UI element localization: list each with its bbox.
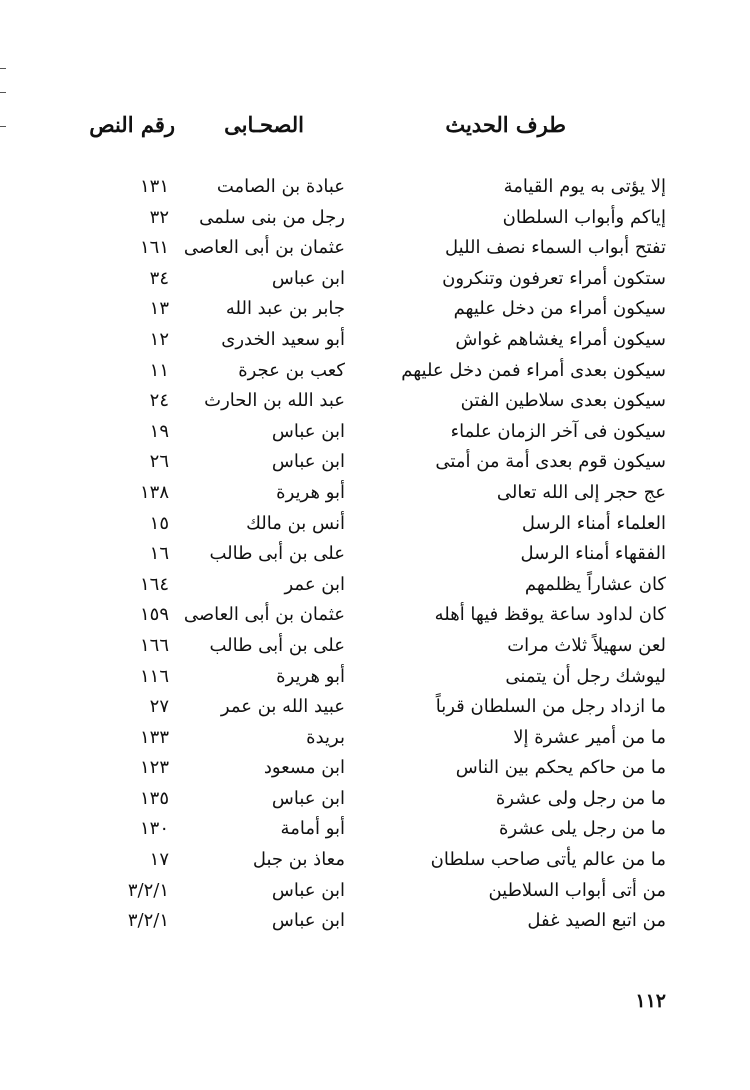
- text-number: ١٦: [149, 543, 169, 565]
- text-number: ٣٢: [149, 206, 169, 228]
- header-hadith: طرف الحديث: [445, 112, 566, 137]
- table-row: [0, 600, 750, 631]
- text-number: ٣/٢/١: [127, 910, 169, 932]
- text-number: ١٣١: [139, 176, 169, 197]
- hadith-text: عج حجر إلى الله تعالى: [496, 481, 666, 503]
- companion-name: على بن أبى طالب: [209, 543, 345, 565]
- text-number: ١٣٠: [139, 818, 169, 840]
- companion-name: كعب بن عجرة: [238, 359, 345, 381]
- text-number: ١١: [149, 359, 169, 381]
- table-row: [0, 203, 750, 234]
- table-row: [0, 417, 750, 448]
- companion-name: ابن عباس: [271, 787, 345, 809]
- companion-name: ابن عباس: [271, 879, 345, 901]
- table-row: [0, 294, 750, 325]
- companion-name: عبادة بن الصامت: [216, 176, 345, 197]
- hadith-text: كان عشاراً يظلمهم: [524, 573, 666, 595]
- companion-name: معاذ بن جبل: [252, 849, 345, 871]
- text-number: ٢٤: [149, 390, 169, 412]
- hadith-text: لعن سهيلاً ثلاث مرات: [507, 634, 666, 656]
- scan-edge-mark: [0, 92, 6, 93]
- text-number: ١٧: [149, 849, 169, 871]
- text-number: ١١٦: [139, 665, 169, 687]
- hadith-text: سيكون بعدى أمراء فمن دخل عليهم: [401, 359, 666, 381]
- companion-name: عثمان بن أبى العاصى: [183, 604, 345, 626]
- text-number: ١٢٣: [139, 757, 169, 779]
- text-number: ١٣٣: [139, 726, 169, 748]
- text-number: ١٣٥: [139, 787, 169, 809]
- hadith-text: ما ازداد رجل من السلطان قرباً: [435, 696, 666, 718]
- table-row: [0, 447, 750, 478]
- table-row: [0, 172, 750, 203]
- scan-edge-mark: [0, 68, 6, 69]
- hadith-text: العلماء أمناء الرسل: [521, 512, 666, 534]
- table-row: [0, 876, 750, 907]
- table-row: [0, 386, 750, 417]
- hadith-text: إياكم وأبواب السلطان: [502, 206, 666, 228]
- companion-name: أبو هريرة: [276, 665, 345, 687]
- companion-name: عبد الله بن الحارث: [204, 390, 345, 412]
- table-row: [0, 692, 750, 723]
- hadith-text: سيكون فى آخر الزمان علماء: [450, 420, 666, 442]
- hadith-text: من أتى أبواب السلاطين: [488, 879, 666, 901]
- companion-name: جابر بن عبد الله: [225, 298, 345, 320]
- hadith-text: ما من رجل يلى عشرة: [499, 818, 666, 840]
- hadith-text: كان لداود ساعة يوقظ فيها أهله: [434, 604, 666, 626]
- companion-name: عثمان بن أبى العاصى: [183, 237, 345, 259]
- companion-name: ابن عباس: [271, 451, 345, 473]
- companion-name: على بن أبى طالب: [209, 634, 345, 656]
- table-row: [0, 784, 750, 815]
- companion-name: أبو سعيد الخدرى: [221, 328, 345, 350]
- companion-name: بريدة: [306, 726, 345, 748]
- text-number: ١٥: [149, 512, 169, 534]
- table-row: [0, 233, 750, 264]
- hadith-text: ما من عالم يأتى صاحب سلطان: [430, 849, 666, 871]
- hadith-text: من اتبع الصيد غفل: [527, 910, 666, 932]
- companion-name: أنس بن مالك: [246, 512, 345, 534]
- companion-name: ابن عباس: [271, 910, 345, 932]
- companion-name: رجل من بنى سلمى: [199, 206, 345, 228]
- text-number: ٢٦: [149, 451, 169, 473]
- text-number: ١٦١: [139, 237, 169, 259]
- index-table: [0, 172, 750, 937]
- hadith-text: ستكون أمراء تعرفون وتنكرون: [442, 267, 666, 289]
- table-row: [0, 539, 750, 570]
- table-row: [0, 631, 750, 662]
- table-row: [0, 723, 750, 754]
- text-number: ٢٧: [149, 696, 169, 718]
- hadith-text: سيكون قوم بعدى أمة من أمتى: [435, 451, 666, 473]
- companion-name: ابن مسعود: [263, 757, 345, 779]
- hadith-text: إلا يؤتى به يوم القيامة: [503, 176, 666, 197]
- hadith-text: الفقهاء أمناء الرسل: [520, 543, 666, 565]
- companion-name: أبو أمامة: [280, 818, 345, 840]
- text-number: ١٣٨: [139, 481, 169, 503]
- text-number: ٣٤: [149, 267, 169, 289]
- hadith-text: ما من رجل ولى عشرة: [495, 787, 666, 809]
- table-row: [0, 753, 750, 784]
- table-row: [0, 478, 750, 509]
- hadith-text: سيكون أمراء يغشاهم غواش: [455, 328, 666, 350]
- text-number: ١٢: [149, 328, 169, 350]
- companion-name: عبيد الله بن عمر: [220, 696, 345, 718]
- table-row: [0, 509, 750, 540]
- text-number: ١٣: [149, 298, 169, 320]
- hadith-text: سيكون أمراء من دخل عليهم: [453, 298, 666, 320]
- table-row: [0, 325, 750, 356]
- hadith-text: سيكون بعدى سلاطين الفتن: [460, 390, 666, 412]
- text-number: ١٦٦: [139, 634, 169, 656]
- table-row: [0, 906, 750, 937]
- table-row: [0, 845, 750, 876]
- companion-name: أبو هريرة: [276, 481, 345, 503]
- hadith-text: ما من حاكم يحكم بين الناس: [455, 757, 666, 779]
- text-number: ١٩: [149, 420, 169, 442]
- text-number: ١٥٩: [139, 604, 169, 626]
- hadith-text: تفتح أبواب السماء نصف الليل: [445, 237, 666, 259]
- companion-name: ابن عباس: [271, 267, 345, 289]
- table-row: [0, 264, 750, 295]
- hadith-text: ليوشك رجل أن يتمنى: [505, 665, 666, 687]
- table-row: [0, 662, 750, 693]
- header-companion: الصحـابى: [224, 112, 304, 137]
- table-row: [0, 356, 750, 387]
- text-number: ١٦٤: [139, 573, 169, 595]
- table-row: [0, 570, 750, 601]
- table-row: [0, 814, 750, 845]
- table-header: [0, 112, 750, 152]
- companion-name: ابن عمر: [284, 573, 345, 595]
- text-number: ٣/٢/١: [127, 879, 169, 901]
- hadith-text: ما من أمير عشرة إلا: [513, 726, 666, 748]
- header-number: رقم النص: [89, 112, 175, 137]
- page-number: ١١٢: [635, 990, 666, 1012]
- companion-name: ابن عباس: [271, 420, 345, 442]
